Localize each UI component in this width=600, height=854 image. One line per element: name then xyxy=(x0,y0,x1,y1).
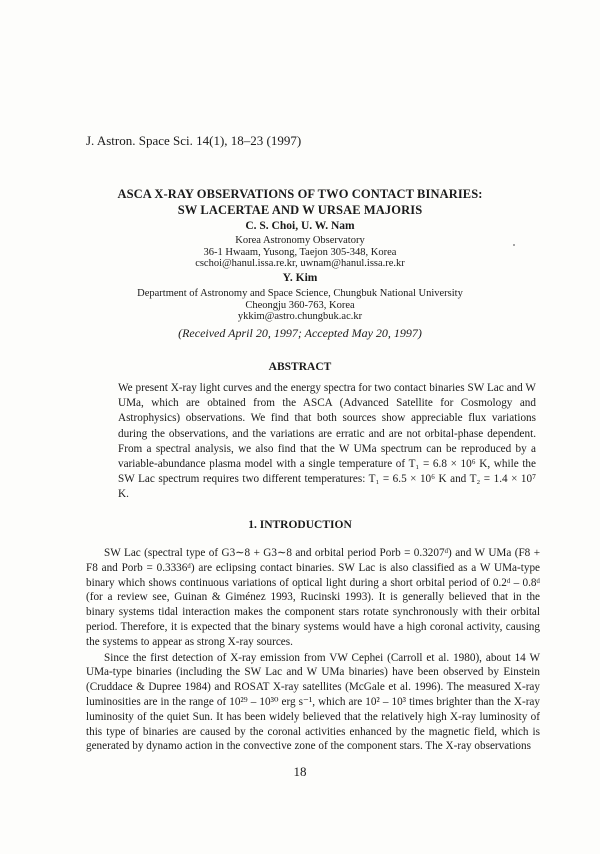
affiliation-line: Department of Astronomy and Space Science, Chungbuk National University xyxy=(137,288,463,299)
introduction-body xyxy=(86,546,540,754)
page-number: 18 xyxy=(293,764,307,779)
journal-reference: J. Astron. Space Sci. 14(1), 18–23 (1997) xyxy=(86,133,302,148)
abstract-text: We present X-ray light curves and the energy spectra for two contact binaries SW Lac and W UMa, which are obtained from the ASCA (Advanced Satellite for Cosmology and Astrophysics) observations. We find that both sources show appreciable flux variations during the observations, and the variations are erratic and are not orbital-phase dependent. From a spectral analysis, we also find that the W UMa spectrum can be reproduced by a variable-abundance plasma model with a single temperature of T₁ = 6.8 × 10⁶ K, while the SW Lac spectrum requires two different temperatures: T₁ = 6.5 × 10⁶ K and T₂ = 1.4 × 10⁷ K. xyxy=(118,382,536,501)
affiliation-line: Cheongju 360-763, Korea xyxy=(245,299,355,311)
received-dates: (Received April 20, 1997; Accepted May 20, 1997) xyxy=(178,326,422,340)
affiliation-primary xyxy=(0,235,600,270)
abstract-body xyxy=(118,381,536,503)
scan-speck xyxy=(513,244,515,246)
affiliation-email: ykkim@astro.chungbuk.ac.kr xyxy=(237,311,363,322)
authors-secondary: Y. Kim xyxy=(282,272,318,284)
paragraph: Since the first detection of X-ray emission from VW Cephei (Carroll et al. 1980), about 14 W UMa-type binaries (including the SW Lac and W UMa binaries) have been observed by Einstein (Cruddace & Dupree 1984) and ROSAT X-ray satellites (McGale et al. 1996). The measured X-ray luminosities are in the range of 10²⁹ – 10³⁰ erg s⁻¹, which are 10² – 10³ times brighter than the X-ray luminosity of the quiet Sun. It has been widely believed that the relatively high X-ray luminosity of this type of binaries are caused by the coronal activities enhanced by the magnetic field, which is generated by dynamo action in the convective zone of the component stars. The X-ray observations xyxy=(86,651,540,753)
introduction-heading: 1. INTRODUCTION xyxy=(248,519,352,531)
affiliation-secondary xyxy=(0,288,600,323)
affiliation-email: cschoi@hanul.issa.re.kr, uwnam@hanul.issa.re.kr xyxy=(195,258,405,269)
title-line-1: ASCA X-RAY OBSERVATIONS OF TWO CONTACT BINARIES: xyxy=(117,187,483,201)
affiliation-line: Korea Astronomy Observatory xyxy=(235,235,365,246)
title-line-2: SW LACERTAE AND W URSAE MAJORIS xyxy=(177,203,423,217)
authors-primary: C. S. Choi, U. W. Nam xyxy=(245,220,355,232)
abstract-heading: ABSTRACT xyxy=(268,361,332,373)
paragraph: SW Lac (spectral type of G3∼8 + G3∼8 and orbital period Porb = 0.3207ᵈ) and W UMa (F8 + F8 and Porb = 0.3336ᵈ) are eclipsing contact binaries. SW Lac is also classified as a W UMa-type binary which shows continuous variations of optical light during a short orbital period of 0.2ᵈ – 0.8ᵈ (for a review see, Guinan & Giménez 1993, Rucinski 1993). It is generally believed that in the binary systems tidal interaction makes the component stars rotate synchronously with their orbital period. Therefore, it is expected that the binary systems would have a high coronal activity, causing the systems to appear as strong X-ray sources. xyxy=(86,547,540,648)
affiliation-line: 36-1 Hwaam, Yusong, Taejon 305-348, Korea xyxy=(203,246,397,258)
